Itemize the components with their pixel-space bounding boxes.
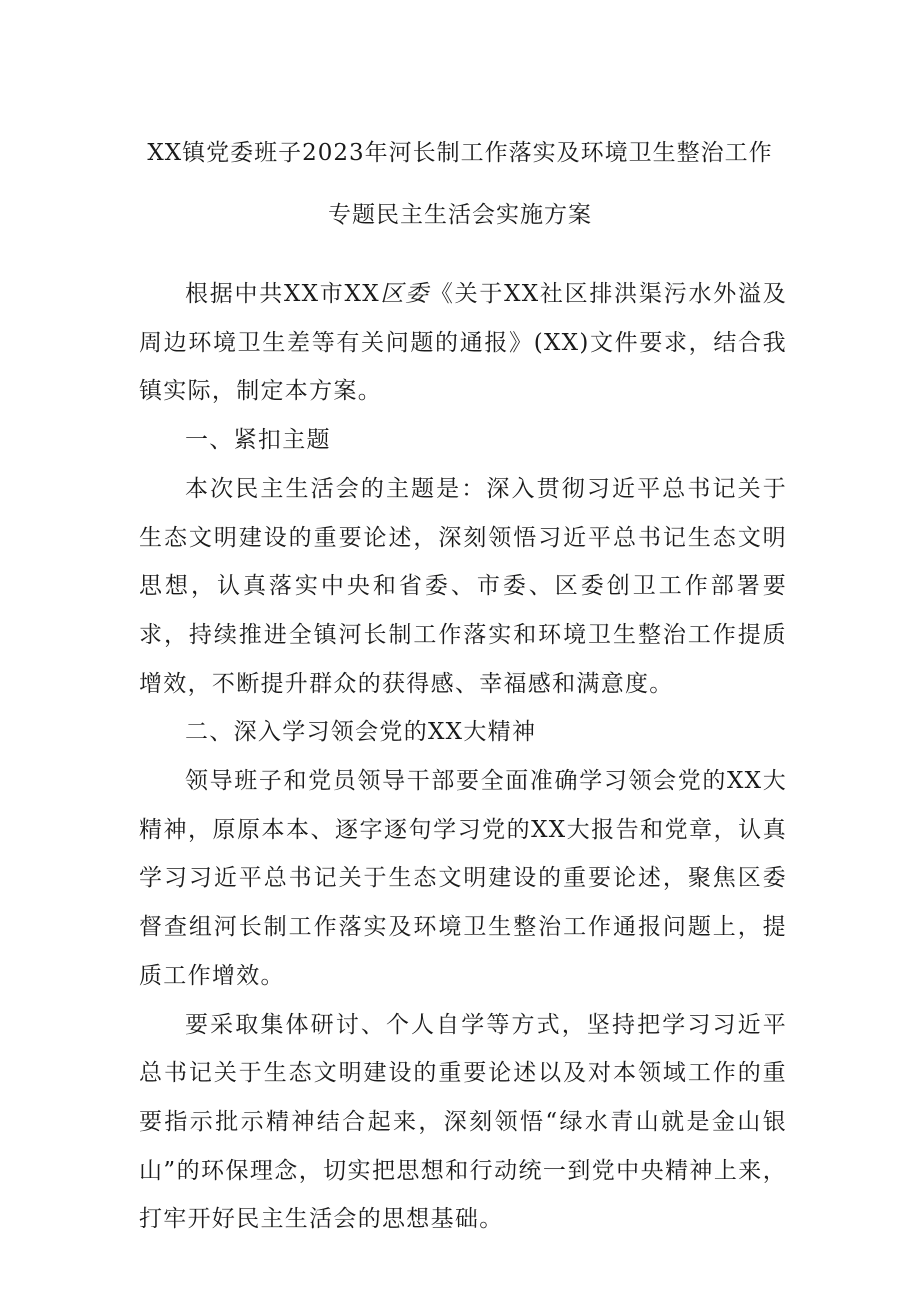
section-2-heading: 二、深入学习领会党的XX大精神 xyxy=(185,719,537,746)
section-2-paragraph-1: 领导班子和党员领导干部要全面准确学习领会党的XX大精神，原原本本、逐字逐句学习党的XX大报告和党章，认真学习习近平总书记关于生态文明建设的重要论述，聚焦区委督查组河长制工作落实及环境卫生整治工作通报问题上，提质工作增效。 xyxy=(139,768,787,989)
intro-text-part-1: 根据中共XX市XX xyxy=(185,281,380,307)
section-1-paragraph: 本次民主生活会的主题是：深入贯彻习近平总书记关于生态文明建设的重要论述，深刻领悟习近平总书记生态文明思想，认真落实中央和省委、市委、区委创卫工作部署要求，持续推进全镇河长制工作落实和环境卫生整治工作提质增效，不断提升群众的获得感、幸福感和满意度。 xyxy=(139,475,787,697)
intro-paragraph xyxy=(139,270,787,416)
document-body xyxy=(139,270,787,1244)
intro-text-part-3: 《关于XX社区排洪渠污水外溢及周边环境卫生差等有关问题的通报》(XX)文件要求，结合我镇实际，制定本方案。 xyxy=(139,281,787,405)
document-title-line-1: XX镇党委班子2023年河长制工作落实及环境卫生整治工作 xyxy=(147,140,773,166)
section-2-paragraph-2: 要采取集体研讨、个人自学等方式，坚持把学习习近平总书记关于生态文明建设的重要论述以及对本领域工作的重要指示批示精神结合起来，深刻领悟“绿水青山就是金山银山”的环保理念，切实把思想和行动统一到党中央精神上来，打牢开好民主生活会的思想基础。 xyxy=(139,1011,787,1233)
intro-text-italic: 区委 xyxy=(379,281,430,307)
document-title-line-2: 专题民主生活会实施方案 xyxy=(328,202,592,228)
section-1-heading: 一、紧扣主题 xyxy=(185,427,331,454)
